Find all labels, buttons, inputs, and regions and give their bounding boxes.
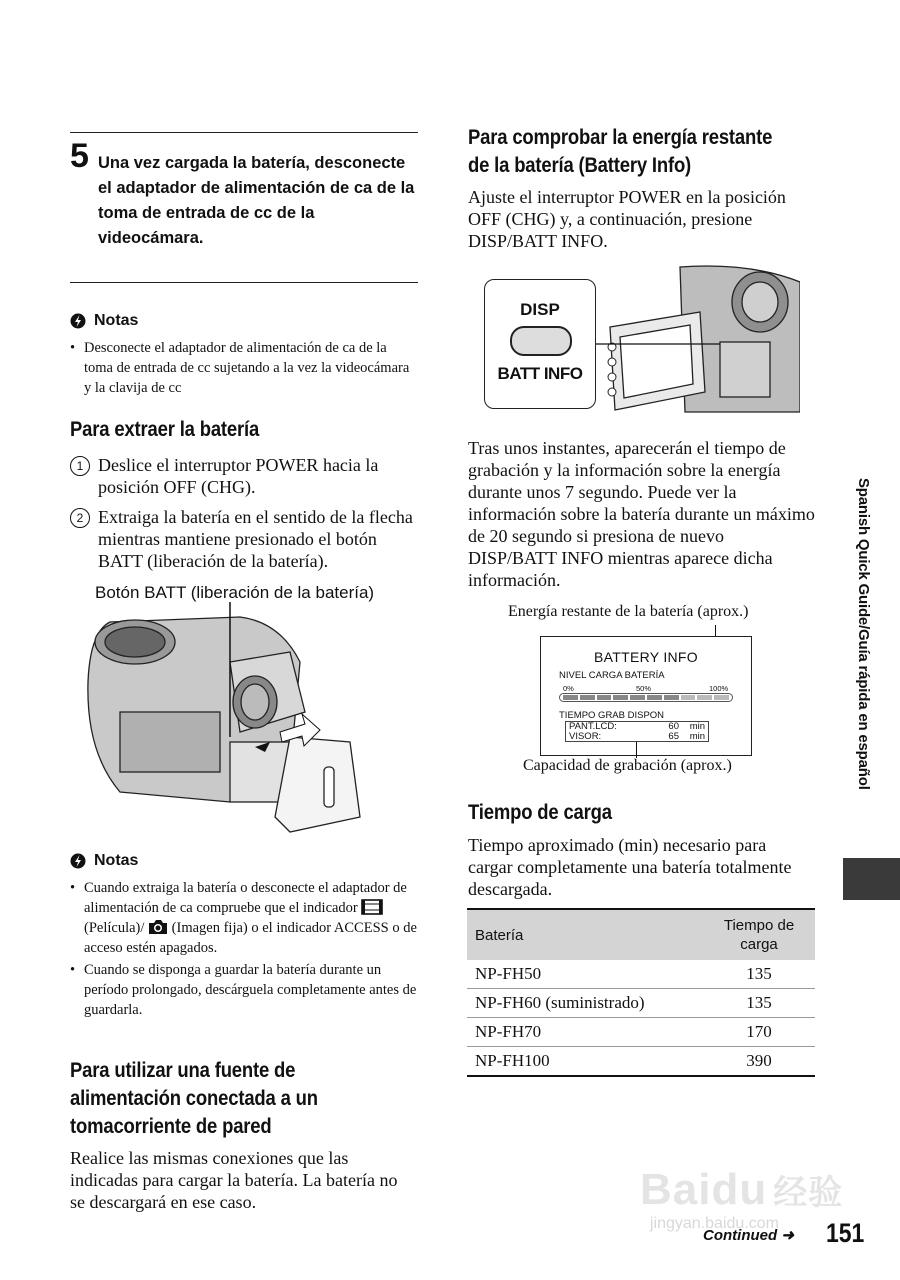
movie-icon: [361, 899, 383, 915]
notes-1: [70, 312, 418, 400]
time-label: TIEMPO GRAB DISPON: [559, 710, 665, 721]
warning-icon: [70, 313, 86, 329]
notes-heading: Notas: [94, 312, 139, 329]
notes-heading: Notas: [94, 852, 139, 869]
batt-info-label: BATT INFO: [497, 364, 583, 383]
extract-heading: Para extraer la batería: [70, 418, 260, 441]
wall-text: Realice las mismas conexiones que las indicadas para cargar la batería. La batería no se descargará en ese caso.: [70, 1148, 398, 1212]
table-row: NP-FH100 390: [467, 1047, 815, 1077]
disp-batt-info-button: [510, 326, 572, 356]
watermark-url: jingyan.baidu.com: [650, 1215, 779, 1232]
scale-50: 50%: [636, 684, 652, 693]
watermark-brand: Baidu 经验: [640, 1165, 844, 1214]
scale-100: 100%: [709, 684, 729, 693]
battery-info-screen: [540, 636, 752, 756]
note-item-1: [70, 878, 420, 958]
table-row: NP-FH60 (suministrado) 135: [467, 989, 815, 1018]
camcorder-battery-illustration: [80, 602, 380, 842]
battinfo-heading: [468, 124, 772, 180]
step-circle-1: 1: [70, 456, 90, 476]
note-item: • Desconecte el adaptador de alimentación de ca de la toma de entrada de cc sujetando a la vez la videocámara y la clavija de cc: [70, 338, 418, 398]
notes-2: [70, 852, 420, 1022]
record-capacity-label: Capacidad de grabación (aprox.): [523, 757, 732, 774]
charge-table: [467, 908, 815, 1077]
notes-list: [70, 878, 420, 1020]
record-time-box: [565, 721, 709, 742]
camcorder-lcd-illustration: [590, 262, 800, 417]
warning-icon: [70, 853, 86, 869]
scale-0: 0%: [563, 684, 574, 693]
level-label: NIVEL CARGA BATERÍA: [559, 670, 665, 681]
battery-level-bar: [559, 693, 733, 702]
screen-title: BATTERY INFO: [594, 649, 698, 665]
col-battery: Batería: [467, 909, 703, 960]
note-item-2: • Cuando se disponga a guardar la batería durante un período prolongado, descárguela completamente antes de guardarla.: [70, 960, 420, 1020]
disp-button-illustration: [470, 262, 800, 417]
battinfo-heading-line: Para comprobar la energía restante: [468, 126, 773, 149]
wall-heading-line: Para utilizar una fuente de: [70, 1059, 296, 1082]
arrow-icon: ➜: [781, 1227, 794, 1244]
note-text: (Película)/: [84, 920, 145, 936]
battinfo-after-text: Tras unos instantes, aparecerán el tiempo de grabación y la información sobre la energía durante unos 7 segundo. Puede ver la información sobre la batería durante un máximo de 20 segundo si presiona de nuevo DISP/BATT INFO mientras aparece dicha información.: [468, 438, 815, 590]
note-text: Cuando extraiga la batería o desconecte el adaptador de alimentación de ca compruebe que el indicador: [84, 880, 407, 916]
step-top-rule: [70, 132, 418, 133]
note-text: (Imagen fija) o el indicador ACCESS o de acceso estén apagados.: [84, 920, 417, 956]
remaining-energy-label: Energía restante de la batería (aprox.): [508, 603, 749, 620]
table-row: NP-FH50 135: [467, 960, 815, 989]
page-number: 151: [826, 1218, 865, 1248]
batt-button-label: Botón BATT (liberación de la batería): [95, 583, 375, 602]
extract-steps: [70, 454, 420, 580]
notes-list: [70, 338, 418, 398]
battinfo-heading-line: de la batería (Battery Info): [468, 154, 692, 177]
extract-step-1: [70, 454, 420, 498]
wall-heading-line: alimentación conectada a un: [70, 1087, 318, 1110]
step-text: Una vez cargada la batería, desconecte el adaptador de alimentación de ca de la toma de entrada de cc de la videocámara.: [98, 154, 415, 247]
step-number: 5: [70, 137, 89, 175]
battinfo-text: Ajuste el interruptor POWER en la posición OFF (CHG) y, a continuación, presione DISP/BATT INFO.: [468, 187, 786, 251]
section-tab-marker: [843, 858, 900, 900]
step-circle-2: 2: [70, 508, 90, 528]
side-section-title: Spanish Quick Guide/Guía rápida en español: [855, 478, 872, 790]
extract-step-2-text: Extraiga la batería en el sentido de la flecha mientras mantiene presionado el botón BATT (liberación de la batería).: [98, 507, 413, 571]
time-row-lcd: PANT.LCD: 60 min: [569, 721, 705, 732]
table-row: NP-FH70 170: [467, 1018, 815, 1047]
time-row-visor: VISOR: 65 min: [569, 731, 705, 742]
extract-step-2: [70, 506, 420, 572]
wall-heading-line: tomacorriente de pared: [70, 1115, 272, 1138]
wall-heading: [70, 1057, 318, 1141]
charge-text: Tiempo aproximado (min) necesario para cargar completamente una batería totalmente descargada.: [468, 835, 792, 899]
step-bottom-rule: [70, 282, 418, 283]
camera-icon: [148, 919, 168, 935]
charge-heading: Tiempo de carga: [468, 801, 612, 824]
callout-line-bottom: [636, 742, 637, 758]
col-charge-time: Tiempo de carga: [703, 909, 815, 960]
disp-callout-box: [484, 279, 596, 409]
disp-label: DISP: [520, 300, 560, 319]
extract-step-1-text: Deslice el interruptor POWER hacia la posición OFF (CHG).: [98, 455, 379, 497]
continued-label: Continued ➜: [703, 1227, 794, 1244]
